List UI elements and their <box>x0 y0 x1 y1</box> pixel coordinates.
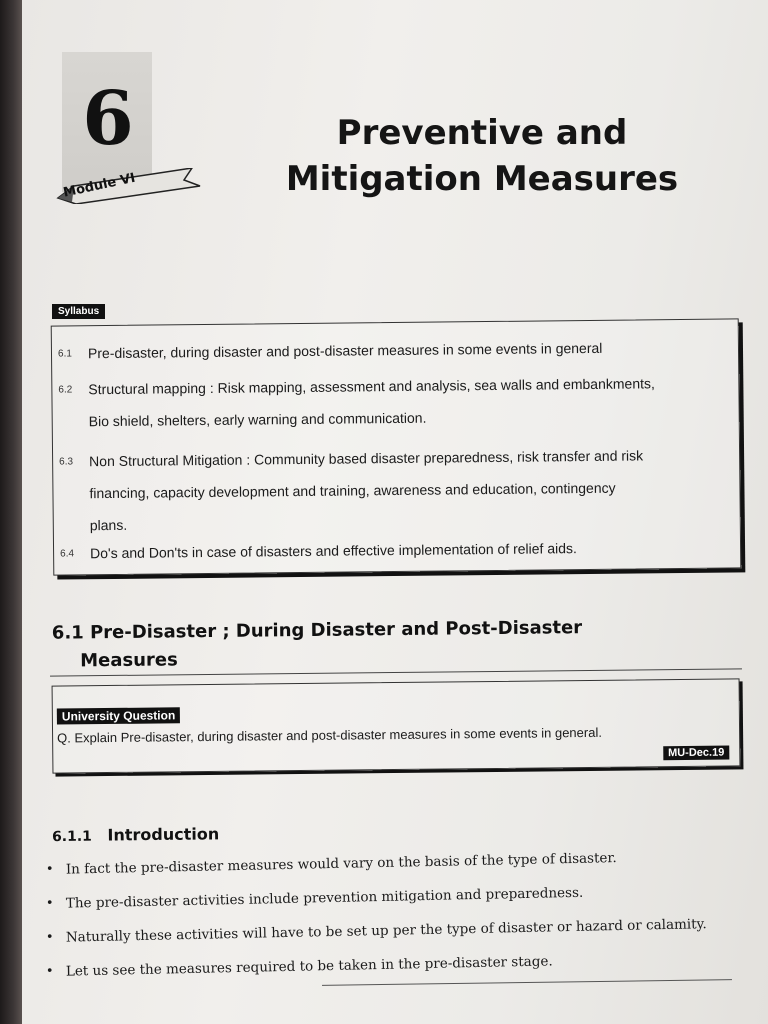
syllabus-label: Syllabus <box>52 304 105 319</box>
book-page <box>22 0 768 1024</box>
exam-reference-badge: MU-Dec.19 <box>663 746 729 761</box>
syllabus-item-text: plans. <box>89 516 128 534</box>
subsection-number: 6.1.1 <box>51 828 92 846</box>
module-label: Module VI <box>62 170 137 201</box>
chapter-title <box>222 110 742 202</box>
list-item: • The pre-disaster activities include prevention mitigation and preparedness. <box>46 877 747 926</box>
subsection-heading: Introduction <box>107 824 220 845</box>
section-title-line2: Measures <box>80 649 178 672</box>
syllabus-item-number: 6.2 <box>58 384 73 396</box>
syllabus-item-text: Do's and Don'ts in case of disasters and effective implementation of relief aids. <box>90 540 577 562</box>
university-question-label: University Question <box>57 707 181 724</box>
syllabus-item-text: Non Structural Mitigation : Community based disaster preparedness, risk transfer and risk <box>89 447 644 470</box>
chapter-title-line1: Preventive and <box>336 113 628 153</box>
list-item: • In fact the pre-disaster measures would vary on the basis of the type of disaster. <box>46 843 747 892</box>
syllabus-item <box>53 439 733 470</box>
bullet-list <box>46 850 746 994</box>
syllabus-item-number: 6.1 <box>57 348 72 360</box>
section-title-line1: 6.1 Pre-Disaster ; During Disaster and Post-Disaster <box>51 617 583 644</box>
subsection-title <box>52 822 452 845</box>
syllabus-box <box>51 318 742 575</box>
syllabus-item <box>52 331 732 362</box>
syllabus-item-number: 6.3 <box>59 456 74 468</box>
section-title <box>52 612 753 675</box>
syllabus-item-number: 6.4 <box>60 548 75 560</box>
university-question-box <box>52 678 741 773</box>
chapter-number: 6 <box>82 76 134 162</box>
syllabus-item-text: Pre-disaster, during disaster and post-disaster measures in some events in general <box>87 339 603 362</box>
book-spine <box>0 0 22 1024</box>
university-question-text: Q. Explain Pre-disaster, during disaster and post-disaster measures in some events in general. <box>57 724 602 746</box>
syllabus-item <box>52 367 732 398</box>
syllabus-item-text: financing, capacity development and training, awareness and education, contingency <box>89 479 616 502</box>
list-item: • Let us see the measures required to be taken in the pre-disaster stage. <box>46 945 747 994</box>
list-item: • Naturally these activities will have to be set up per the type of disaster or hazard or calamity. <box>46 911 747 960</box>
chapter-title-line2: Mitigation Measures <box>285 159 679 199</box>
syllabus-item-text: Structural mapping : Risk mapping, assessment and analysis, sea walls and embankments, <box>88 375 655 398</box>
syllabus-item-text: Bio shield, shelters, early warning and communication. <box>88 409 427 430</box>
